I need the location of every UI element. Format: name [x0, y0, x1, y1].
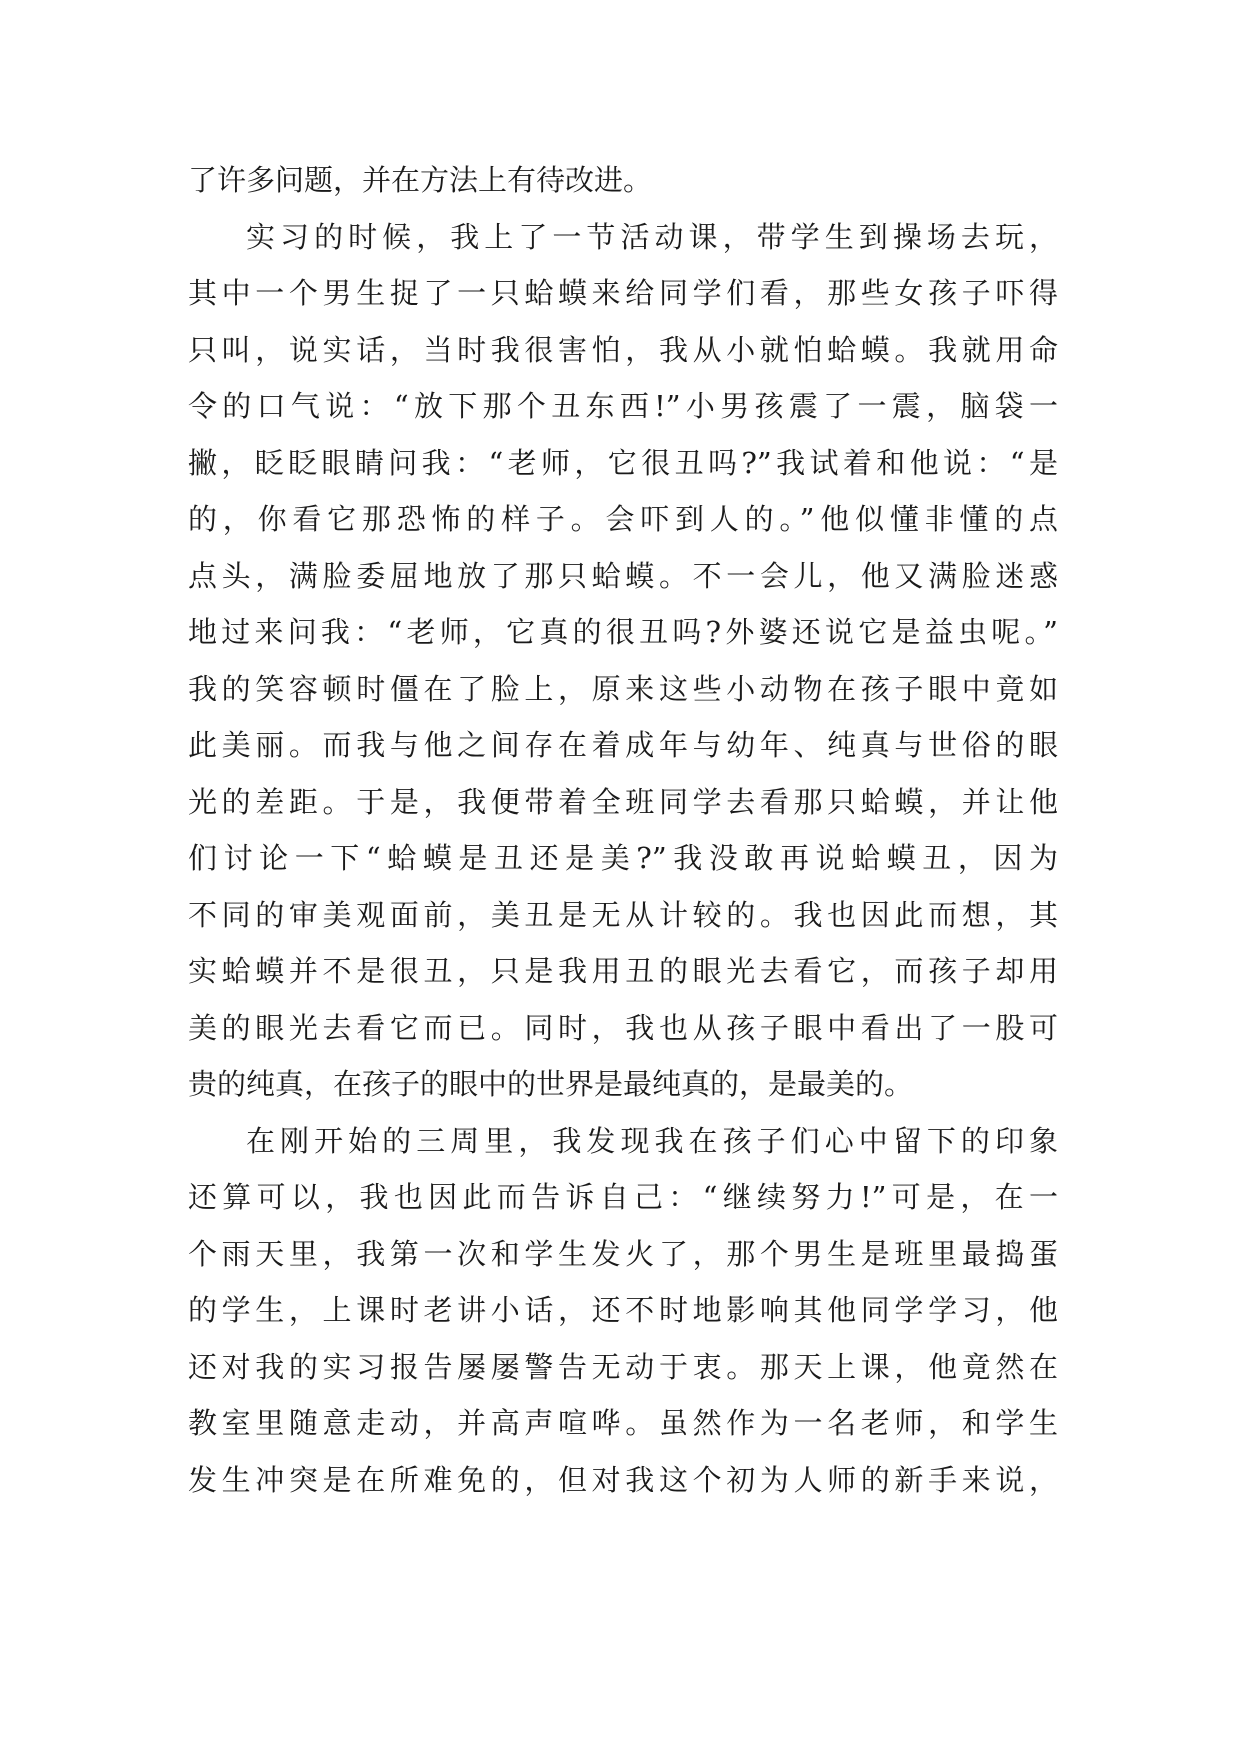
text-line: 不同的审美观面前，美丑是无从计较的。我也因此而想，其: [188, 897, 1058, 932]
paragraph-first-line: 实习的时候，我上了一节活动课，带学生到操场去玩，: [246, 219, 1058, 254]
text-line: 令的口气说：“放下那个丑东西!”小男孩震了一震，脑袋一: [188, 389, 1058, 423]
text-line: 只叫，说实话，当时我很害怕，我从小就怕蛤蟆。我就用命: [188, 332, 1058, 367]
text-line: 了许多问题，并在方法上有待改进。: [188, 163, 653, 197]
text-line: 的学生，上课时老讲小话，还不时地影响其他同学学习，他: [188, 1293, 1058, 1327]
text-line: 贵的纯真，在孩子的眼中的世界是最纯真的，是最美的。: [188, 1067, 914, 1101]
text-line: 此美丽。而我与他之间存在着成年与幼年、纯真与世俗的眼: [188, 728, 1058, 762]
text-line: 光的差距。于是，我便带着全班同学去看那只蛤蟆，并让他: [188, 784, 1058, 819]
text-line: 实蛤蟆并不是很丑，只是我用丑的眼光去看它，而孩子却用: [188, 954, 1058, 988]
text-line: 还算可以，我也因此而告诉自己：“继续努力!”可是，在一: [188, 1180, 1058, 1214]
text-line: 个雨天里，我第一次和学生发火了，那个男生是班里最捣蛋: [188, 1236, 1058, 1271]
text-line: 我的笑容顿时僵在了脸上，原来这些小动物在孩子眼中竟如: [188, 671, 1058, 706]
text-line: 其中一个男生捉了一只蛤蟆来给同学们看，那些女孩子吓得: [188, 276, 1058, 310]
document-body: [188, 152, 1058, 1508]
text-line: 还对我的实习报告屡屡警告无动于衷。那天上课，他竟然在: [188, 1349, 1058, 1384]
text-line: 撇，眨眨眼睛问我：“老师，它很丑吗?”我试着和他说：“是: [188, 445, 1058, 480]
text-line: 教室里随意走动，并高声喧哗。虽然作为一名老师，和学生: [188, 1406, 1058, 1440]
text-line: 美的眼光去看它而已。同时，我也从孩子眼中看出了一股可: [188, 1010, 1058, 1045]
text-line: 地过来问我：“老师，它真的很丑吗?外婆还说它是益虫呢。”: [188, 615, 1058, 649]
text-line: 的，你看它那恐怖的样子。会吓到人的。”他似懂非懂的点: [188, 502, 1058, 536]
text-line: 点头，满脸委屈地放了那只蛤蟆。不一会儿，他又满脸迷惑: [188, 558, 1058, 593]
paragraph-first-line: 在刚开始的三周里，我发现我在孩子们心中留下的印象: [246, 1123, 1058, 1158]
text-line: 发生冲突是在所难免的，但对我这个初为人师的新手来说，: [188, 1462, 1058, 1497]
text-line: 们讨论一下“蛤蟆是丑还是美?”我没敢再说蛤蟆丑，因为: [188, 841, 1058, 875]
